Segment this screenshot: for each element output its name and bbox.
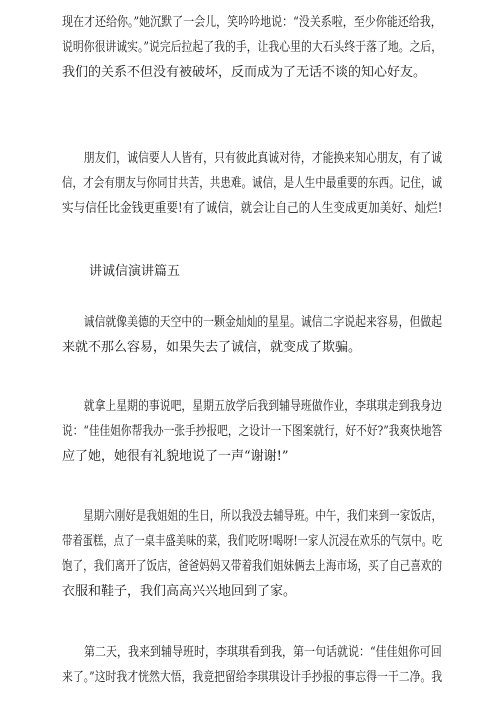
- paragraph-line: 诚信就像美德的天空中的一颗金灿灿的星星。诚信二字说起来容易，但做起: [62, 315, 443, 330]
- paragraph-line: 信，才会有朋友与你同甘共苦，共患难。诚信，是人生中最重要的东西。记住，诚: [62, 176, 443, 191]
- paragraph-line: 带着蛋糕，点了一桌丰盛美味的菜，我们吃呀!喝呀!一家人沉浸在欢乐的气氛中。吃: [62, 534, 443, 549]
- paragraph-6: [62, 640, 442, 690]
- paragraph-line: 第二天，我来到辅导班时，李琪琪看到我，第一句话就说：“佳佳姐你可回: [62, 645, 442, 660]
- paragraph-4: [62, 394, 442, 469]
- paragraph-5: [62, 504, 442, 604]
- paragraph-line: 来了。”这时我才恍然大悟，我竟把留给李琪琪设计手抄报的事忘得一干二净。我: [62, 670, 443, 685]
- paragraph-line: 现在才还给你。”她沉默了一会儿，笑吟吟地说：“没关系啦，至少你能还给我，: [62, 15, 442, 30]
- section-heading: 讲诚信演讲篇五: [89, 264, 181, 279]
- paragraph-line: 饱了，我们离开了饭店，爸爸妈妈又带着我们姐妹俩去上海市场，买了自己喜欢的: [62, 559, 443, 574]
- paragraph-2: [62, 146, 442, 221]
- paragraph-line: 星期六刚好是我姐姐的生日，所以我没去辅导班。中午，我们来到一家饭店，: [62, 509, 443, 524]
- paragraph-line: 衣服和鞋子，我们高高兴兴地回到了家。: [62, 584, 297, 599]
- paragraph-line: 我们的关系不但没有被破坏，反而成为了无话不谈的知心好友。: [62, 65, 427, 80]
- paragraph-line: 说明你很讲诚实。”说完后拉起了我的手，让我心里的大石头终于落了地。之后，: [62, 40, 443, 55]
- paragraph-line: 实与信任比金钱更重要!有了诚信，就会让自己的人生变成更加美好、灿烂!: [62, 201, 443, 216]
- paragraph-line: 朋友们，诚信要人人皆有，只有彼此真诚对待，才能换来知心朋友，有了诚: [62, 151, 443, 166]
- paragraph-line: 来就不那么容易，如果失去了诚信，就变成了欺骗。: [62, 340, 362, 355]
- paragraph-line: 说：“佳佳姐你帮我办一张手抄报吧，之设计一下图案就行，好不好?”我爽快地答: [62, 424, 443, 439]
- paragraph-line: 应了她，她很有礼貌地说了一声“谢谢!”: [62, 449, 289, 464]
- paragraph-line: 就拿上星期的事说吧，星期五放学后我到辅导班做作业，李琪琪走到我身边: [62, 399, 443, 414]
- paragraph-1: [62, 10, 442, 85]
- paragraph-3: [62, 310, 442, 360]
